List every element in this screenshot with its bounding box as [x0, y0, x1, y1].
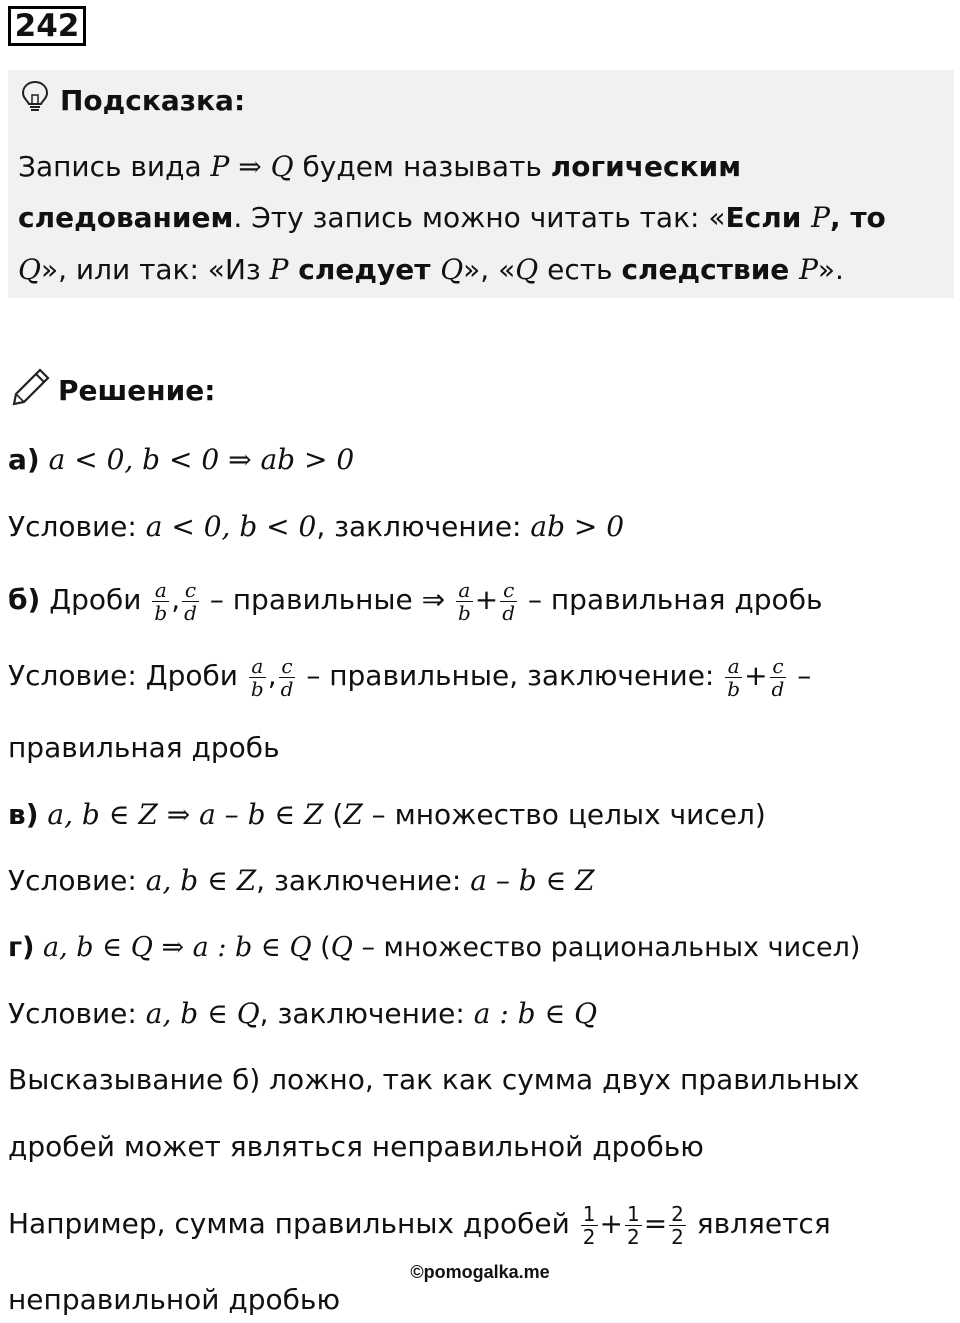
- item-b-condition: Условие: Дроби $\frac{a}{b}$ , $\frac{c}{d}$ – правильные, заключение: $\frac{a}{b}$ + $\frac{c}{d}$ –: [8, 653, 812, 701]
- item-a: а) a < 0, b < 0 ⇒ ab > 0: [8, 443, 355, 476]
- item-v: в) a, b ∈ Z ⇒ a – b ∈ Z (Z – множество целых чисел): [8, 798, 766, 831]
- item-v-condition: Условие: a, b ∈ Z, заключение: a – b ∈ Z: [8, 864, 595, 897]
- item-b-condition-cont: правильная дробь: [8, 731, 280, 764]
- lightbulb-icon: [20, 80, 50, 121]
- copyright: ©pomogalka.me: [410, 1262, 550, 1282]
- item-g-condition: Условие: a, b ∈ Q, заключение: a : b ∈ Q: [8, 997, 598, 1030]
- solution-header: [10, 370, 215, 410]
- item-b: б) Дроби $\frac{a}{b}$ , $\frac{c}{d}$ – правильные ⇒ $\frac{a}{b}$ + $\frac{c}{d}$ – правильная дробь: [8, 577, 823, 625]
- solution-title: Решение:: [58, 373, 216, 407]
- example-line-cont: неправильной дробью: [8, 1283, 341, 1316]
- task-number: 242: [8, 6, 86, 46]
- hint-line-3: Q», или так: «Из P следует Q», «Q есть следствие P».: [18, 253, 844, 286]
- hint-title: Подсказка:: [60, 83, 246, 117]
- item-a-condition: Условие: a < 0, b < 0, заключение: ab > 0: [8, 510, 625, 543]
- hint-line-2: следованием. Эту запись можно читать так: «Если P, то: [18, 201, 886, 234]
- conclusion-line-2: дробей может являться неправильной дробью: [8, 1130, 704, 1163]
- conclusion-line-1: Высказывание б) ложно, так как сумма двух правильных: [8, 1063, 860, 1096]
- item-g: г) a, b ∈ Q ⇒ a : b ∈ Q (Q – множество рациональных чисел): [8, 932, 861, 963]
- hint-header: [20, 82, 245, 118]
- pencil-icon: [10, 366, 52, 415]
- example-line: Например, сумма правильных дробей $\frac{1}{2}$ + $\frac{1}{2}$ = $\frac{2}{2}$ является: [8, 1201, 831, 1249]
- hint-line-1: Запись вида P ⇒ Q будем называть логическим: [18, 150, 742, 183]
